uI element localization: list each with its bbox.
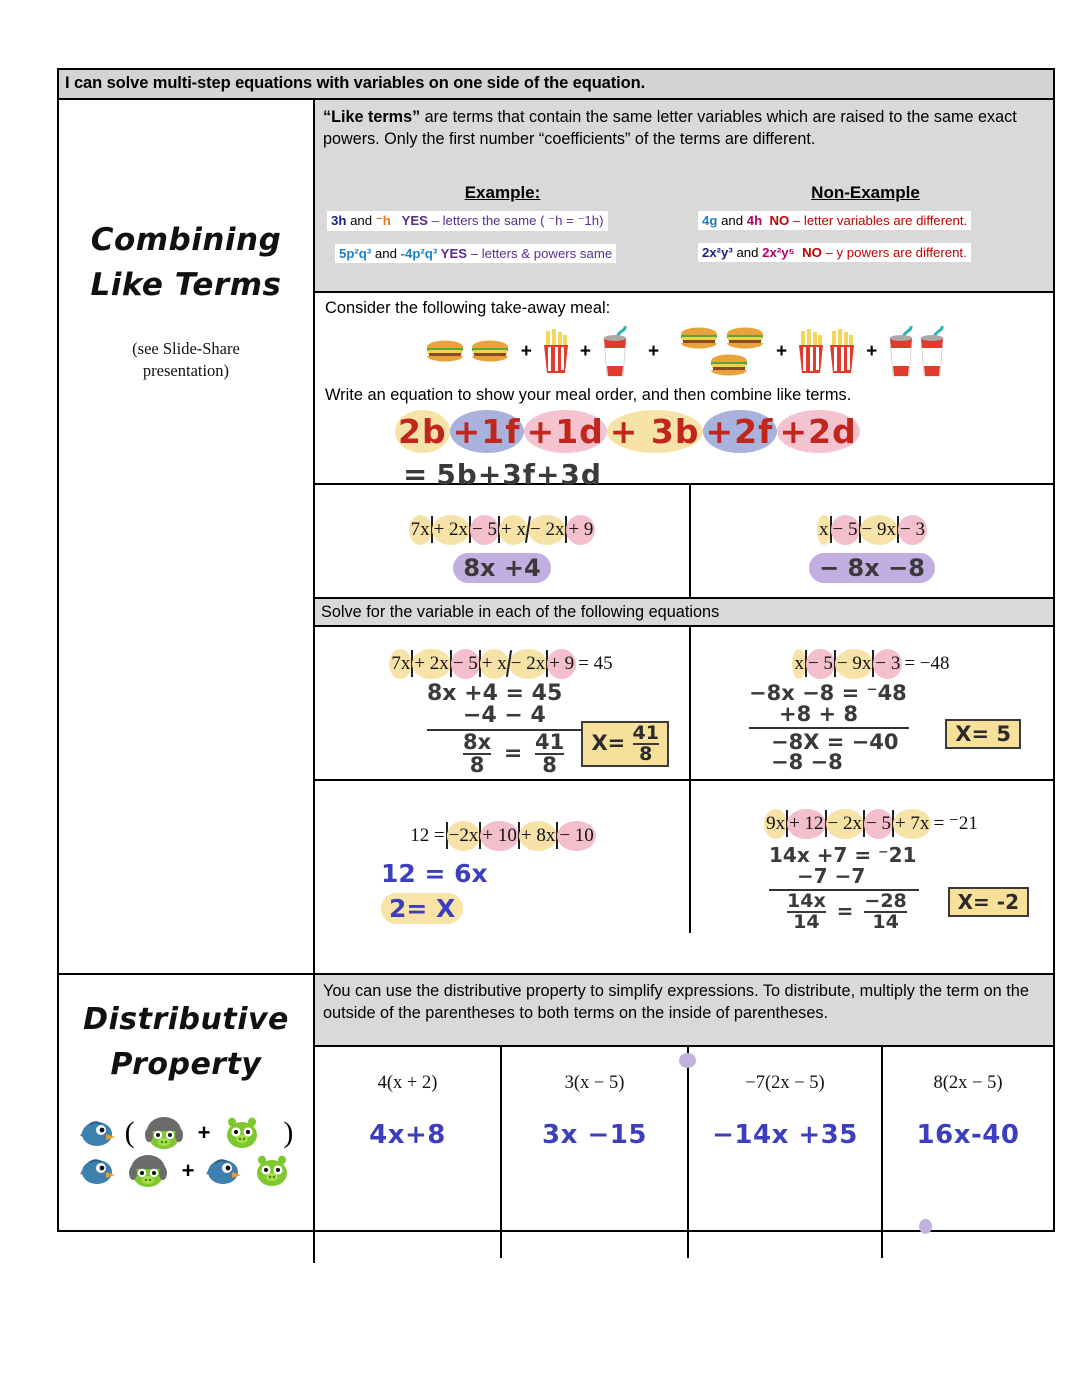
burger-icon bbox=[707, 353, 751, 379]
blue-bird-icon bbox=[79, 1155, 119, 1187]
helmet-pig-icon bbox=[141, 1115, 187, 1151]
open-paren: ( bbox=[124, 1116, 135, 1149]
combine-answer-wrap-1 bbox=[315, 554, 689, 582]
distributive-cell-2[interactable] bbox=[502, 1047, 689, 1258]
definition-text: are terms that contain the same letter variables which are raised to the same exact powers. Only the first number “coefficients” of the terms are different. bbox=[323, 108, 1017, 148]
green-pig-icon bbox=[251, 1154, 293, 1188]
combine-answer-1: 8x +4 bbox=[453, 553, 550, 583]
angry-birds-illustration bbox=[59, 1115, 313, 1189]
meal-food-row bbox=[325, 322, 1045, 382]
dp-title-line-1: Distributive bbox=[83, 1002, 289, 1037]
solve-rhs-1: = 45 bbox=[578, 653, 613, 674]
combine-practice-cell-1[interactable] bbox=[315, 485, 691, 597]
meal-instruction: Write an equation to show your meal order, and then combine like terms. bbox=[325, 386, 852, 404]
fries-icon bbox=[796, 329, 826, 375]
example-column bbox=[321, 175, 684, 281]
eq-simplified: 5b+3f+3d bbox=[436, 458, 602, 491]
work-line-4: −8 −8 bbox=[771, 750, 843, 774]
solve-expression-2: x − 5 − 9x − 3 = −48 bbox=[691, 649, 1053, 679]
distributive-practice-row bbox=[315, 1047, 1053, 1258]
eq-term-4: + 3b bbox=[607, 410, 703, 453]
solve-cell-2[interactable] bbox=[691, 627, 1053, 779]
work-line-1: 14x +7 = ⁻21 bbox=[769, 843, 917, 867]
blue-bird-icon bbox=[205, 1155, 245, 1187]
nonexample-line-2: 2x²y³ and 2x²y⁵ NO – y powers are different. bbox=[698, 243, 971, 262]
eq-term-2: +1f bbox=[450, 410, 524, 453]
distributive-description: You can use the distributive property to simplify expressions. To distribute, multiply the term on the outside of the parentheses to both terms on the inside of parentheses. bbox=[315, 975, 1053, 1047]
content-column bbox=[315, 100, 1053, 973]
drink-icon bbox=[600, 326, 630, 378]
solve-rhs-4: = ⁻21 bbox=[933, 813, 978, 834]
meal-prompt: Consider the following take-away meal: bbox=[325, 299, 611, 317]
blue-bird-icon bbox=[79, 1117, 119, 1149]
example-line-1: 3h and ⁻h YES – letters the same ( ⁻h = ⁻1h) bbox=[327, 211, 608, 231]
plus-sign: + bbox=[197, 1120, 211, 1145]
solve-cell-1[interactable] bbox=[315, 627, 691, 779]
worksheet-table bbox=[57, 68, 1055, 1232]
example-nonexample-row bbox=[315, 175, 1053, 293]
distributive-cell-4[interactable] bbox=[883, 1047, 1053, 1258]
dp-title-line-2: Property bbox=[110, 1047, 262, 1082]
green-pig-icon bbox=[221, 1116, 263, 1150]
dp-answer-2: 3x −15 bbox=[542, 1120, 647, 1150]
solve-work-1: 8x +4 = 45 −4 − 4 $\frac{8x}{8}$ = $\frac{41}{8}$ bbox=[315, 681, 689, 776]
example-heading: Example: bbox=[464, 183, 541, 202]
fries-icon bbox=[541, 329, 571, 375]
title-line-2: Like Terms bbox=[90, 266, 282, 303]
solve-work-4: 14x +7 = ⁻21 −7 −7 $\frac{14x}{14}$ = $\frac{-28}{14}$ bbox=[691, 843, 1053, 932]
work-line-2: +8 + 8 bbox=[779, 702, 859, 726]
plus-sign: + bbox=[520, 341, 532, 362]
solve-work-3: 12 = 6x bbox=[381, 859, 488, 888]
upper-section bbox=[59, 100, 1053, 973]
solve-expression-3: 12 = −2x + 10 + 8x − 10 bbox=[315, 821, 689, 851]
combine-expression-2: x − 5 − 9x − 3 bbox=[691, 515, 1053, 545]
eq-term-6: +2d bbox=[777, 410, 860, 453]
purple-dot-marker bbox=[919, 1219, 932, 1234]
meal-group-1-burgers bbox=[423, 339, 512, 365]
dp-answer-4: 16x-40 bbox=[916, 1120, 1020, 1150]
solve-answer-3: 2= X bbox=[381, 893, 463, 924]
example-line-2: 5p²q³ and -4p²q³ YES – letters & powers same bbox=[335, 244, 616, 263]
plus-sign: + bbox=[776, 341, 788, 362]
meal-group-2-burgers bbox=[677, 326, 767, 379]
plus-sign: + bbox=[181, 1158, 195, 1183]
work-line-3: −8X = −40 bbox=[771, 730, 899, 754]
meal-group-2-drinks bbox=[886, 326, 947, 378]
sidebar-combining-like-terms bbox=[59, 100, 315, 973]
solve-row-2 bbox=[315, 781, 1053, 933]
eq-equals: = bbox=[403, 457, 429, 491]
combine-practice-row bbox=[315, 485, 1053, 599]
solve-rhs-2: = −48 bbox=[904, 653, 950, 674]
note-line-2: presentation) bbox=[142, 361, 230, 381]
nonexample-heading: Non-Example bbox=[811, 183, 920, 202]
section-title-distributive bbox=[59, 997, 313, 1087]
solve-cell-3[interactable] bbox=[315, 781, 691, 933]
drink-icon bbox=[886, 326, 916, 378]
birds-line-2 bbox=[59, 1153, 313, 1189]
eq-term-3: +1d bbox=[524, 410, 607, 453]
meal-equation-handwritten bbox=[325, 410, 1045, 492]
combine-practice-cell-2[interactable] bbox=[691, 485, 1053, 597]
solve-cell-4[interactable] bbox=[691, 781, 1053, 933]
burger-icon bbox=[677, 326, 721, 352]
eq-term-5: +2f bbox=[703, 410, 777, 453]
section-title-combining bbox=[59, 218, 313, 308]
meal-group-2-fries bbox=[796, 329, 857, 375]
dp-answer-3: −14x +35 bbox=[712, 1120, 858, 1150]
definition-term: “Like terms” bbox=[323, 108, 421, 126]
close-paren: ) bbox=[283, 1116, 294, 1149]
solve-answer-box-4: X= -2 bbox=[948, 887, 1029, 917]
slide-share-note bbox=[59, 338, 313, 383]
dp-expression-4: 8(2x − 5) bbox=[933, 1073, 1003, 1093]
helmet-pig-icon bbox=[125, 1153, 171, 1189]
work-line-1: 8x +4 = 45 bbox=[427, 681, 563, 706]
burger-icon bbox=[423, 339, 467, 365]
meal-panel bbox=[315, 293, 1053, 491]
title-line-1: Combining bbox=[90, 222, 282, 258]
dp-expression-1: 4(x + 2) bbox=[377, 1073, 438, 1093]
drink-icon bbox=[917, 326, 947, 378]
work-line-2: −7 −7 bbox=[797, 864, 866, 888]
distributive-cell-3[interactable] bbox=[689, 1047, 883, 1258]
plus-sign: + bbox=[647, 341, 660, 362]
distributive-section bbox=[59, 973, 1053, 1263]
solve-row-1 bbox=[315, 627, 1053, 781]
solve-banner: Solve for the variable in each of the following equations bbox=[315, 599, 1053, 627]
note-line-1: (see Slide-Share bbox=[132, 338, 240, 358]
birds-line-1 bbox=[59, 1115, 313, 1151]
objective-header: I can solve multi-step equations with variables on one side of the equation. bbox=[59, 70, 1053, 100]
solve-expression-4: 9x + 12 − 2x − 5 + 7x = ⁻21 bbox=[691, 809, 1053, 839]
combine-expression-1: 7x + 2x − 5 + x − 2x + 9 bbox=[315, 515, 689, 545]
eq-term-1: 2b bbox=[395, 410, 450, 453]
solve-answer-box-1: X= $\frac{41}{8}$ bbox=[581, 721, 669, 767]
solve-answer-box-2: X= 5 bbox=[945, 719, 1021, 749]
dp-expression-2: 3(x − 5) bbox=[564, 1073, 625, 1093]
distributive-content bbox=[315, 975, 1053, 1263]
solve-expression-1: 7x + 2x − 5 + x − 2x + 9 = 45 bbox=[315, 649, 689, 679]
burger-icon bbox=[468, 339, 512, 365]
nonexample-line-1: 4g and 4h NO – letter variables are different. bbox=[698, 211, 971, 230]
combine-answer-wrap-2 bbox=[691, 554, 1053, 582]
sidebar-distributive-property bbox=[59, 975, 315, 1263]
plus-sign: + bbox=[866, 341, 878, 362]
work-line-1: −8x −8 = ⁻48 bbox=[749, 681, 907, 705]
solve-answer-wrap-3 bbox=[315, 894, 689, 923]
burger-icon bbox=[723, 326, 767, 352]
plus-sign: + bbox=[579, 341, 591, 362]
dp-answer-1: 4x+8 bbox=[369, 1120, 446, 1150]
fries-icon bbox=[827, 329, 857, 375]
like-terms-definition bbox=[315, 100, 1053, 175]
distributive-cell-1[interactable] bbox=[315, 1047, 502, 1258]
purple-dot-marker bbox=[679, 1053, 696, 1068]
work-line-2: −4 − 4 bbox=[463, 703, 546, 728]
nonexample-column bbox=[684, 175, 1047, 281]
combine-answer-2: − 8x −8 bbox=[809, 553, 935, 583]
dp-expression-3: −7(2x − 5) bbox=[745, 1073, 825, 1093]
